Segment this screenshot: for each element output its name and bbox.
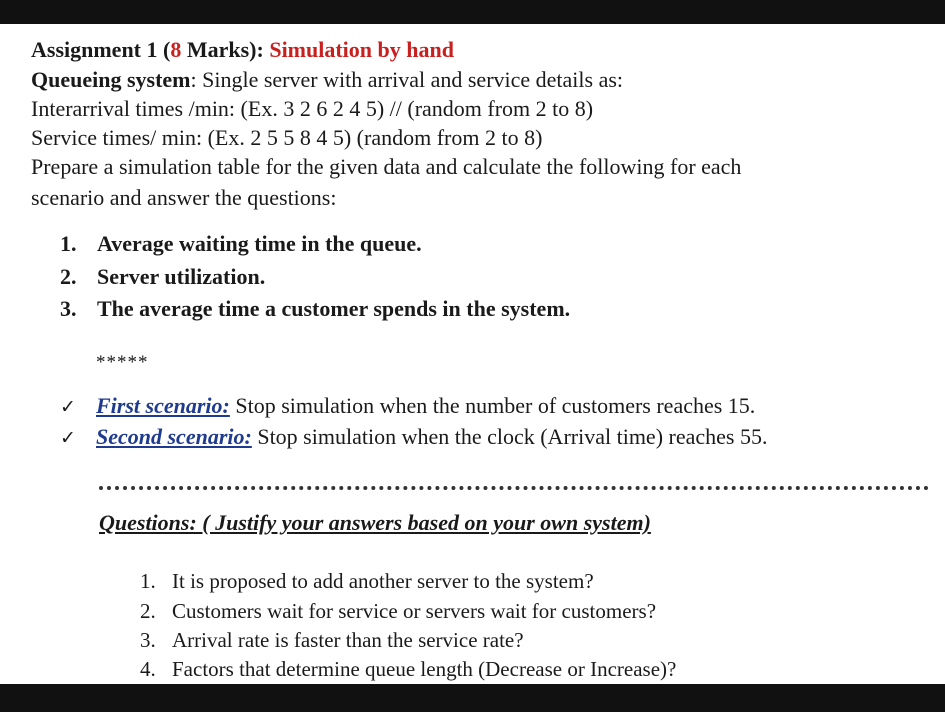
objective-item bbox=[60, 294, 570, 324]
checkmark-icon: ✓ bbox=[60, 427, 76, 449]
objective-text: The average time a customer spends in the system. bbox=[97, 296, 571, 321]
question-number: 1. bbox=[140, 569, 156, 593]
question-item bbox=[140, 655, 676, 683]
question-text: It is proposed to add another server to the system? bbox=[172, 569, 594, 593]
question-text: Factors that determine queue length (Decrease or Increase)? bbox=[172, 657, 677, 681]
checkmark-icon: ✓ bbox=[60, 396, 76, 418]
scenario-text: Stop simulation when the clock (Arrival time) reaches 55. bbox=[251, 424, 768, 449]
marks-value: 8 bbox=[170, 37, 182, 62]
question-number: 2. bbox=[140, 599, 156, 623]
objective-text: Server utilization. bbox=[97, 264, 266, 289]
queueing-line bbox=[31, 65, 623, 95]
assignment-topic: Simulation by hand bbox=[269, 37, 454, 62]
objective-number: 2. bbox=[60, 264, 77, 289]
interarrival-line: Interarrival times /min: (Ex. 3 2 6 2 4 5) // (random from 2 to 8) bbox=[31, 96, 594, 121]
objective-text: Average waiting time in the queue. bbox=[97, 231, 422, 256]
question-item bbox=[140, 567, 594, 595]
document-page bbox=[0, 24, 945, 684]
questions-heading: Questions: ( Justify your answers based on your own system) bbox=[99, 510, 651, 535]
marks-suffix: Marks): bbox=[181, 37, 270, 62]
objective-number: 1. bbox=[60, 231, 77, 256]
scenario-item bbox=[60, 391, 755, 422]
queueing-label: Queueing system bbox=[31, 67, 191, 92]
question-number: 3. bbox=[140, 628, 156, 652]
scenario-title: First scenario: bbox=[96, 393, 230, 418]
question-item bbox=[140, 597, 656, 625]
scenario-item bbox=[60, 422, 767, 453]
scenario-title: Second scenario: bbox=[96, 424, 252, 449]
question-item bbox=[140, 626, 524, 654]
prepare-line-1: Prepare a simulation table for the given data and calculate the following for each bbox=[31, 154, 742, 179]
objective-item bbox=[60, 262, 265, 292]
assignment-label: Assignment 1 ( bbox=[31, 37, 171, 62]
prepare-line-2: scenario and answer the questions: bbox=[31, 185, 337, 210]
scenario-text: Stop simulation when the number of customers reaches 15. bbox=[229, 393, 756, 418]
service-line: Service times/ min: (Ex. 2 5 5 8 4 5) (random from 2 to 8) bbox=[31, 125, 543, 150]
question-text: Arrival rate is faster than the service rate? bbox=[172, 628, 524, 652]
question-number: 4. bbox=[140, 657, 156, 681]
dotted-divider bbox=[99, 486, 929, 490]
queueing-text: : Single server with arrival and service details as: bbox=[190, 67, 624, 92]
separator-stars: ***** bbox=[96, 352, 149, 373]
question-text: Customers wait for service or servers wait for customers? bbox=[172, 599, 657, 623]
assignment-title bbox=[31, 35, 454, 65]
objective-item bbox=[60, 229, 422, 259]
objective-number: 3. bbox=[60, 296, 77, 321]
